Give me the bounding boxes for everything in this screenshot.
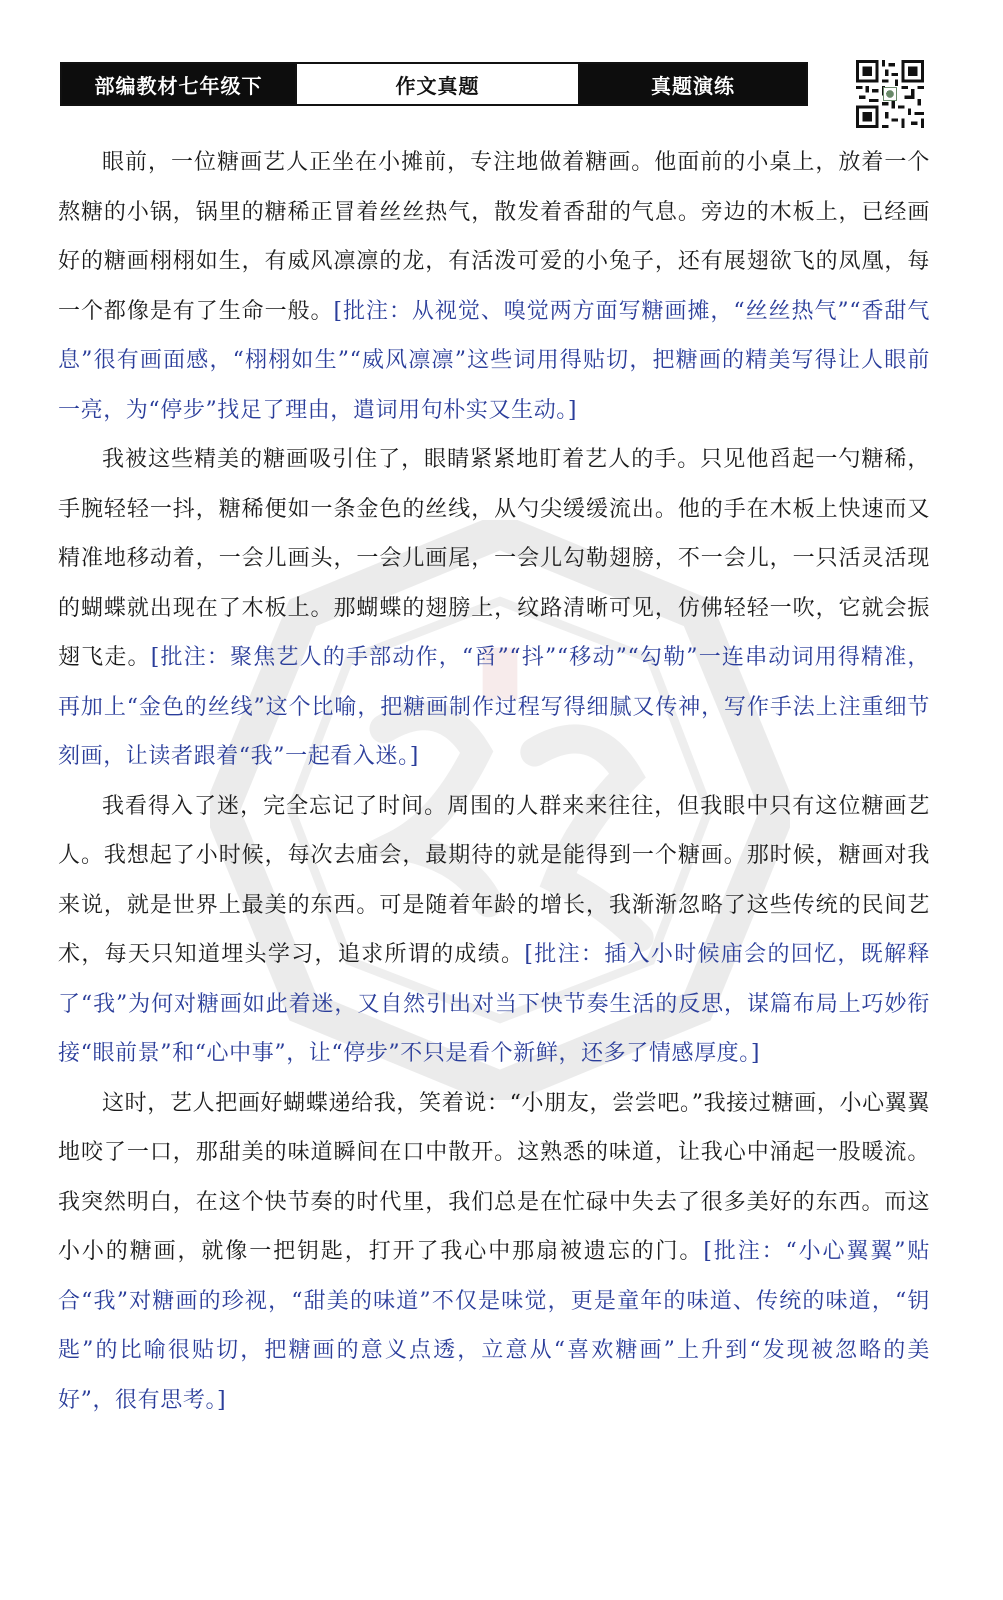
annotation-text: [批注：“小心翼翼”贴合“我”对糖画的珍视，“甜美的味道”不仅是味觉，更是童年的味道、传统的味道，“钥匙”的比喻很贴切，把糖画的意义点透，立意从“喜欢糖画”上升到“发现被忽略的美好”，很有思考。] (58, 1239, 930, 1413)
essay-paragraph (58, 435, 930, 782)
essay-body (58, 138, 930, 1425)
essay-paragraph (58, 782, 930, 1079)
essay-paragraph (58, 138, 930, 435)
qr-code-icon (856, 60, 924, 128)
header-grade-label: 部编教材七年级下 (62, 64, 295, 104)
paragraph-text: 我看得入了迷，完全忘记了时间。周围的人群来来往往，但我眼中只有这位糖画艺人。我想起了小时候，每次去庙会，最期待的就是能得到一个糖画。那时候，糖画对我来说，就是世界上最美的东西。可是随着年龄的增长，我渐渐忽略了这些传统的民间艺术，每天只知道埋头学习，追求所谓的成绩。 (58, 793, 930, 967)
header-practice-label: 真题演练 (580, 64, 806, 104)
annotation-text: [批注：插入小时候庙会的回忆，既解释了“我”为何对糖画如此着迷，又自然引出对当下快节奏生活的反思，谋篇布局上巧妙衔接“眼前景”和“心中事”，让“停步”不只是看个新鲜，还多了情感厚度。] (58, 942, 930, 1066)
annotation-text: [批注：聚焦艺人的手部动作，“舀”“抖”“移动”“勾勒”一连串动词用得精准，再加上“金色的丝线”这个比喻，把糖画制作过程写得细腻又传神，写作手法上注重细节刻画，让读者跟着“我”一起看入迷。] (58, 645, 930, 769)
header-section-title: 作文真题 (295, 64, 580, 104)
essay-paragraph (58, 1079, 930, 1426)
paragraph-text: 这时，艺人把画好蝴蝶递给我，笑着说：“小朋友，尝尝吧。”我接过糖画，小心翼翼地咬了一口，那甜美的味道瞬间在口中散开。这熟悉的味道，让我心中涌起一股暖流。我突然明白，在这个快节奏的时代里，我们总是在忙碌中失去了很多美好的东西。而这小小的糖画，就像一把钥匙，打开了我心中那扇被遗忘的门。 (58, 1090, 930, 1264)
paragraph-text: 眼前，一位糖画艺人正坐在小摊前，专注地做着糖画。他面前的小桌上，放着一个熬糖的小锅，锅里的糖稀正冒着丝丝热气，散发着香甜的气息。旁边的木板上，已经画好的糖画栩栩如生，有威风凛凛的龙，有活泼可爱的小兔子，还有展翅欲飞的凤凰，每一个都像是有了生命一般。 (58, 150, 930, 324)
annotation-text: [批注：从视觉、嗅觉两方面写糖画摊，“丝丝热气”“香甜气息”很有画面感，“栩栩如生”“威风凛凛”这些词用得贴切，把糖画的精美写得让人眼前一亮，为“停步”找足了理由，遣词用句朴实又生动。] (58, 298, 930, 423)
paragraph-text: 我被这些精美的糖画吸引住了，眼睛紧紧地盯着艺人的手。只见他舀起一勺糖稀，手腕轻轻一抖，糖稀便如一条金色的丝线，从勺尖缓缓流出。他的手在木板上快速而又精准地移动着，一会儿画头，一会儿画尾，一会儿勾勒翅膀，不一会儿，一只活灵活现的蝴蝶就出现在了木板上。那蝴蝶的翅膀上，纹路清晰可见，仿佛轻轻一吹，它就会振翅飞走。 (58, 447, 930, 670)
header-bar (60, 62, 808, 106)
